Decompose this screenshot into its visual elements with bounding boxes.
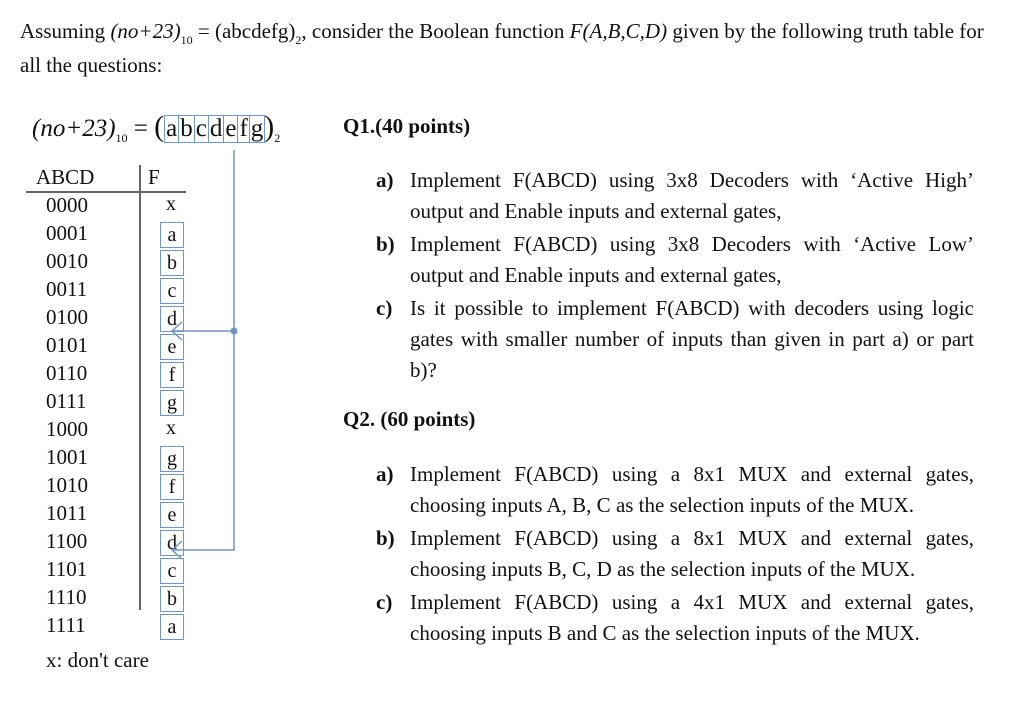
bit-box: g [250,115,264,142]
row-input: 0000 [46,193,88,217]
q1-item-c-text: Is it possible to implement F(ABCD) with decoders using logic gates with smaller number of inputs than given in part a) or part b)? [410,296,974,382]
q1-item-c [376,293,974,386]
row-input: 1011 [46,501,88,525]
q1-title: Q1.(40 points) [343,114,471,138]
row-output: a [160,222,184,248]
row-output: d [160,306,184,332]
q1-item-c-label: c) [376,296,393,320]
q2-item-c-label: c) [376,590,393,614]
row-input: 1001 [46,445,88,469]
row-output: e [160,502,184,528]
bit-box: b [180,115,193,142]
row-input: 1000 [46,417,88,441]
q2-item-b [376,523,974,585]
intro-eq-sub2: 2 [295,33,302,47]
connector-junction-dot [231,328,238,335]
row-output: c [160,558,184,584]
connector-main-path [172,150,234,550]
row-output: e [160,334,184,360]
q2-title: Q2. (60 points) [343,407,476,431]
q1-item-a-label: a) [376,168,394,192]
row-input: 0010 [46,249,88,273]
eqhead-left: (no+23) [32,115,116,142]
bit-box: c [195,115,207,142]
row-input: 0001 [46,221,88,245]
row-output: g [160,390,184,416]
row-output: f [160,362,184,388]
row-input: 1100 [46,529,88,553]
bit-box: d [209,115,223,142]
row-input: 1110 [46,585,87,609]
row-input: 1111 [46,613,86,637]
intro-text-3: given by the following truth table for all the questions: [20,19,984,77]
q2-item-b-text: Implement F(ABCD) using a 8x1 MUX and external gates, choosing inputs B, C, D as the selection inputs of the MUX. [410,526,974,581]
eqhead-close-paren: ) [264,110,275,143]
q1-item-b-text: Implement F(ABCD) using 3x8 Decoders with ‘Active Low’ output and Enable inputs and external gates, [410,232,974,287]
bit-box: e [225,115,237,142]
q2-item-a-label: a) [376,462,394,486]
intro-eq-sub1: 10 [180,33,193,47]
q2-item-c-text: Implement F(ABCD) using a 4x1 MUX and external gates, choosing inputs B and C as the selection inputs of the MUX. [410,590,974,645]
row-input: 1010 [46,473,88,497]
q2-item-a [376,459,974,521]
dont-care-footnote: x: don't care [46,648,149,672]
intro-func: F(A,B,C,D) [569,19,668,43]
row-input: 0110 [46,361,88,385]
row-output: b [160,586,184,612]
row-output: x [166,193,176,215]
row-input: 1101 [46,557,88,581]
q1-item-a-text: Implement F(ABCD) using 3x8 Decoders with ‘Active High’ output and Enable inputs and external gates, [410,168,974,223]
bit-box: f [239,115,248,142]
intro-eq-left: (no+23) [110,19,181,43]
eqhead-sub1: 10 [115,131,128,145]
row-output: b [160,250,184,276]
row-input: 0011 [46,277,88,301]
table-header-output: F [148,165,160,189]
row-output: f [160,474,184,500]
intro-text-2: , consider the Boolean function [301,19,570,43]
bit-box: a [166,115,178,142]
row-output: d [160,530,184,556]
q1-item-b [376,229,974,291]
q2-item-a-text: Implement F(ABCD) using a 8x1 MUX and external gates, choosing inputs A, B, C as the selection inputs of the MUX. [410,462,974,517]
eqhead-sub2: 2 [274,131,281,145]
q2-item-b-label: b) [376,526,395,550]
q2-item-c [376,587,974,649]
q1-item-a [376,165,974,227]
q1-item-b-label: b) [376,232,395,256]
eqhead-open-paren: ( [154,110,165,143]
row-output: x [166,417,176,439]
row-input: 0101 [46,333,88,357]
row-output: c [160,278,184,304]
table-header-input: ABCD [36,165,95,189]
row-output: a [160,614,184,640]
row-output: g [160,446,184,472]
intro-text-1: Assuming [20,19,111,43]
row-input: 0111 [46,389,87,413]
row-input: 0100 [46,305,88,329]
eqhead-equals: = [127,115,155,142]
intro-eq-right: = (abcdefg) [192,19,296,43]
